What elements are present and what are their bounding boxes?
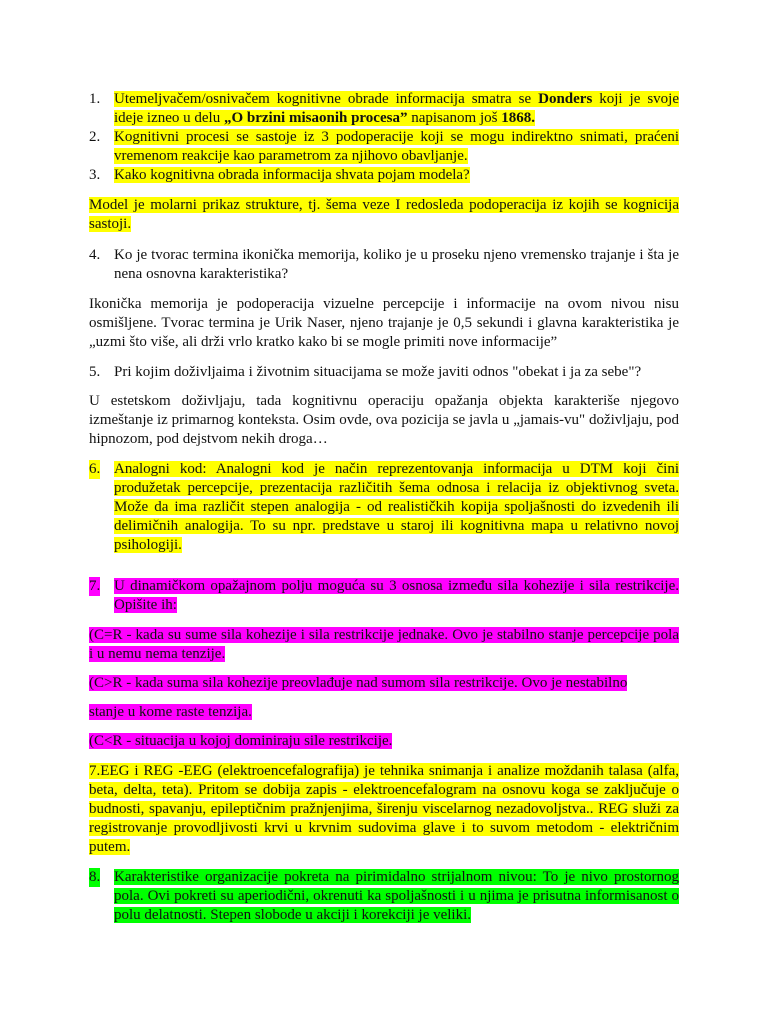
- document-page: [89, 90, 679, 925]
- answer-text: (C<R - situacija u kojoj dominiraju sile restrikcije.: [89, 733, 393, 749]
- list-number: 3.: [89, 167, 101, 183]
- list-number: 7.: [89, 578, 101, 594]
- list-number: 8.: [89, 869, 101, 885]
- answer-7-line-1: [89, 626, 679, 664]
- list-number: 1.: [89, 91, 101, 107]
- answer-4: Ikonička memorija je podoperacija vizuelne percepcije i informacije na ovom nivou nisu osmišljene. Tvorac termina je Urik Naser, njeno trajanje je 0,5 sekundi i glavna karakteristika je „uzmi što više, ali drži vrlo kratko kako bi se mogle primiti nove informacije”: [89, 296, 679, 350]
- list-number: 2.: [89, 129, 101, 145]
- question-3: [89, 166, 679, 185]
- question-5: [89, 363, 679, 382]
- question-6: [89, 460, 679, 555]
- question-text: Kognitivni procesi se sastoje iz 3 podoperacije koji se mogu indirektno snimati, praćeni vremenom reakcije kao parametrom za njihovo obavljanje.: [114, 129, 679, 164]
- list-number: 6.: [89, 461, 101, 477]
- question-text: Kako kognitivna obrada informacija shvata pojam modela?: [114, 167, 470, 183]
- question-text: Analogni kod: Analogni kod je način reprezentovanja informacija u DTM koji čini produžetak percepcije, prezentacija različitih šema odnosa i relacija iz objektivnog sveta. Može da ima različit stepen analogija - od realističkih kopija spoljašnosti do izvedenih ili delimičnih analogija. To su npr. predstave u staroj ili kognitivna mapa u relativno novoj psihologiji.: [114, 461, 679, 553]
- question-text: Utemeljvačem/osnivačem kognitivne obrade informacija smatra se Donders koji je svoje ideje izneo u delu „O brzini misaonih procesa” napisanom još 1868.: [114, 91, 679, 126]
- list-number: 5.: [89, 364, 101, 380]
- answer-3: [89, 196, 679, 234]
- answer-7-line-3: [89, 703, 679, 722]
- answer-7-line-2: [89, 674, 679, 693]
- question-text: Karakteristike organizacije pokreta na pirimidalno strijalnom nivou: To je nivo prostornog pola. Ovi pokreti su aperiodični, okrenuti ka spoljašnosti i u njima je prisutna informisanost o polu delatnosti. Stepen slobode u akciji i korekciji je veliki.: [114, 869, 679, 923]
- question-7: [89, 577, 679, 615]
- answer-5: U estetskom doživljaju, tada kognitivnu operaciju opažanja objekta karakteriše njegovo izmeštanje iz primarnog konteksta. Osim ovde, ova pozicija se javla u „jamais-vu" doživljaju, pod hipnozom, pod dejstvom nekih droga…: [89, 393, 679, 447]
- eeg-paragraph: [89, 762, 679, 857]
- question-1: [89, 90, 679, 128]
- question-2: [89, 128, 679, 166]
- answer-7-line-4: [89, 732, 679, 751]
- answer-text: stanje u kome raste tenzija.: [89, 704, 252, 720]
- question-text: Pri kojim doživljaima i životnim situacijama se može javiti odnos "obekat i ja za sebe"?: [114, 364, 642, 380]
- answer-text: (C=R - kada su sume sila kohezije i sila restrikcije jednake. Ovo je stabilno stanje percepcije pola i u nemu nema tenzije.: [89, 627, 679, 662]
- question-8: [89, 868, 679, 925]
- answer-text: (C>R - kada suma sila kohezije preovlađuje nad sumom sila restrikcije. Ovo je nestabilno: [89, 675, 628, 691]
- list-number: 4.: [89, 247, 101, 263]
- answer-text: Model je molarni prikaz strukture, tj. šema veze I redosleda podoperacija iz kojih se kognicija sastoji.: [89, 197, 679, 232]
- paragraph-text: 7.EEG i REG -EEG (elektroencefalografija) je tehnika snimanja i analize moždanih talasa (alfa, beta, delta, teta). Pritom se dobija zapis - elektroencefalogram na osnovu koga se zaključuje o budnosti, spavanju, epileptičnim pražnjenjima, širenju viscelarnog nezadovoljstva.. REG služi za registrovanje provodljivosti krvi u krvnim sudovima glave i to suvom metodom - električnim putem.: [89, 763, 679, 855]
- question-text: U dinamičkom opažajnom polju moguća su 3 osnosa između sila kohezije i sila restrikcije. Opišite ih:: [114, 578, 679, 613]
- question-4: [89, 246, 679, 284]
- question-text: Ko je tvorac termina ikonička memorija, koliko je u proseku njeno vremensko trajanje i šta je nena osnovna karakteristika?: [114, 247, 679, 282]
